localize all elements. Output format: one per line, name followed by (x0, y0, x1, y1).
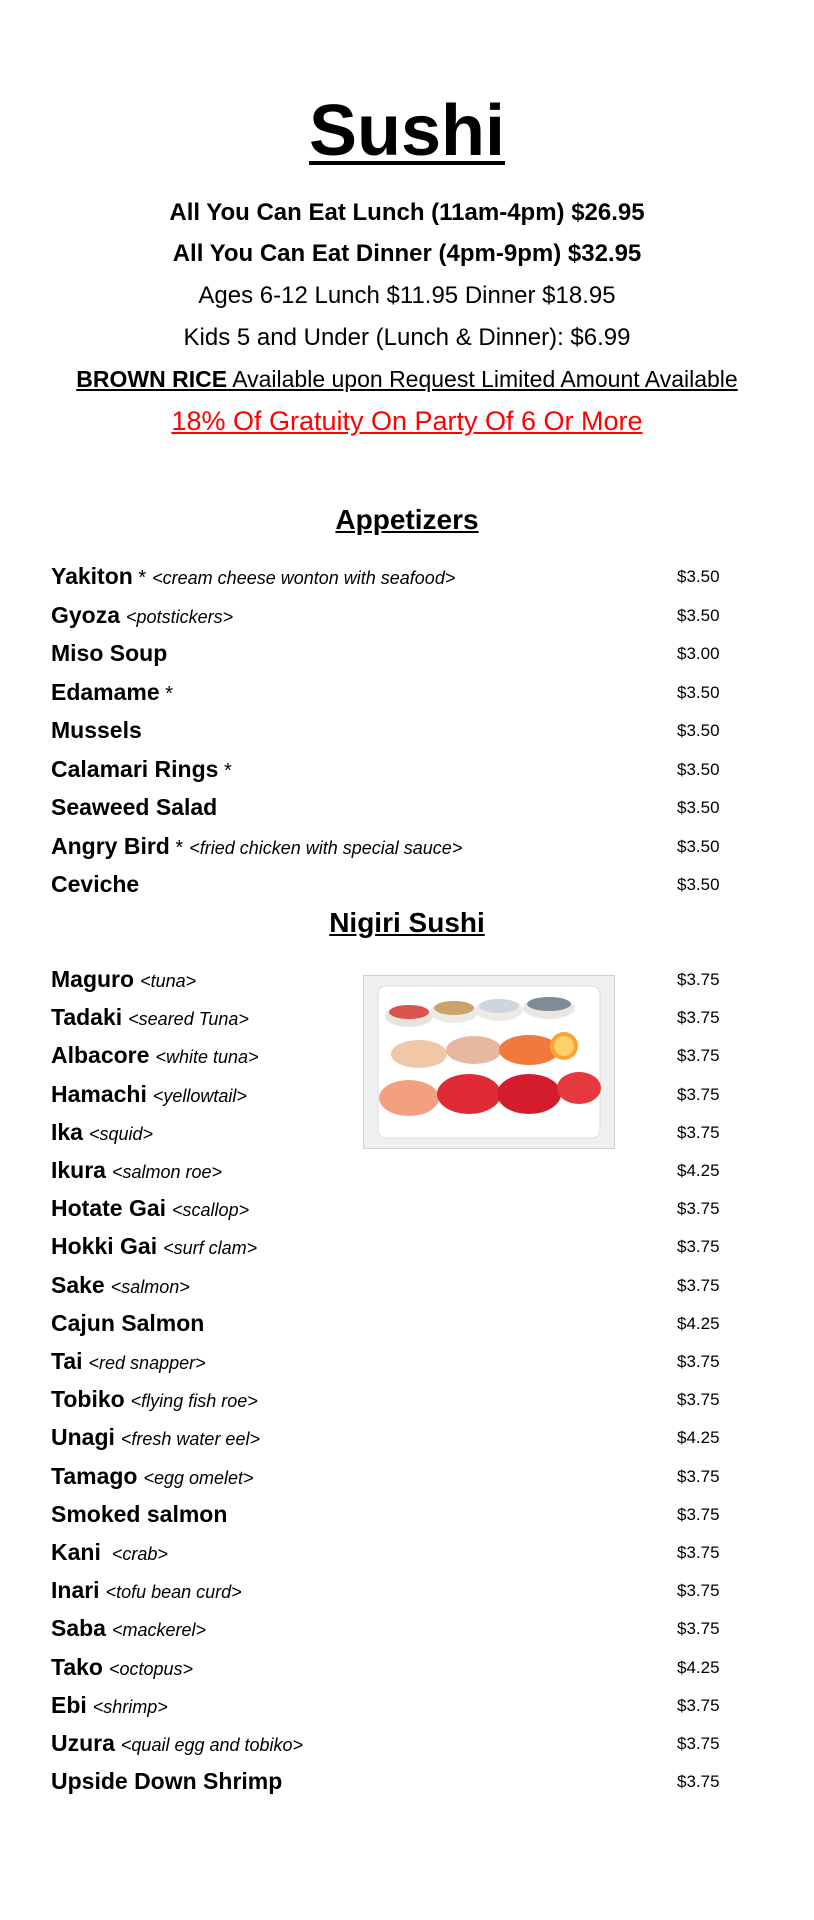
brown-rice-label: BROWN RICE (76, 366, 228, 392)
nigiri-item (51, 1725, 751, 1761)
appetizer-item-price: $3.50 (677, 875, 720, 894)
nigiri-item-description: <tofu bean curd> (105, 1582, 242, 1603)
appetizer-item-price: $3.50 (677, 721, 720, 740)
nigiri-item-price: $3.75 (677, 1543, 720, 1562)
nigiri-item-price: $3.75 (677, 1352, 720, 1371)
appetizer-item-name: Angry Bird (51, 832, 170, 859)
appetizer-item-name: Mussels (51, 717, 142, 743)
appetizer-item (51, 597, 751, 633)
nigiri-item-description: <octopus> (108, 1658, 194, 1679)
nigiri-item-price: $3.75 (677, 1504, 720, 1524)
nigiri-item-name: Unagi (51, 1424, 115, 1451)
brown-rice-note (0, 364, 814, 394)
nigiri-item-name: Tai (51, 1348, 83, 1374)
section-title-nigiri: Nigiri Sushi (329, 907, 485, 938)
appetizer-item-star: * (218, 759, 232, 782)
appetizer-item (51, 828, 751, 864)
nigiri-item-name: Kani (51, 1539, 101, 1565)
nigiri-item-name: Hokki Gai (51, 1233, 158, 1260)
appetizer-item-price: $3.00 (677, 644, 720, 663)
nigiri-item-price: $3.75 (677, 970, 720, 989)
nigiri-item-description: <yellowtail> (152, 1085, 247, 1106)
kids-price-line: Kids 5 and Under (Lunch & Dinner): $6.99 (183, 324, 631, 351)
nigiri-item-name: Smoked salmon (51, 1500, 228, 1527)
nigiri-item (51, 1496, 751, 1532)
nigiri-item-name: Upside Down Shrimp (51, 1768, 283, 1795)
appetizer-item (51, 558, 751, 594)
nigiri-item-name: Ikura (51, 1157, 106, 1183)
nigiri-item-price: $3.75 (677, 1046, 720, 1066)
nigiri-item (51, 1649, 751, 1685)
appetizer-item (51, 789, 751, 825)
nigiri-item-description: <scallop> (172, 1200, 250, 1221)
nigiri-item-name: Uzura (51, 1730, 115, 1756)
nigiri-item-name: Ika (51, 1118, 83, 1145)
nigiri-item-price: $3.75 (677, 1237, 720, 1257)
appetizer-item-star: * (159, 682, 174, 705)
ages-price-line: Ages 6-12 Lunch $11.95 Dinner $18.95 (198, 282, 616, 309)
nigiri-item-description: <seared Tuna> (128, 1009, 249, 1030)
nigiri-item-price: $3.75 (677, 1275, 720, 1295)
nigiri-item-price: $4.25 (677, 1161, 720, 1180)
brown-rice-text: Available upon Request Limited Amount Available (227, 366, 738, 392)
nigiri-item-price: $3.75 (677, 1695, 720, 1715)
appetizer-item-price: $3.50 (677, 567, 720, 586)
appetizer-item (51, 866, 751, 902)
nigiri-item (51, 1687, 751, 1723)
appetizer-item-name: Calamari Rings (51, 755, 219, 782)
nigiri-item-description: <white tuna> (155, 1047, 259, 1068)
appetizer-item-description: <fried chicken with special sauce> (189, 837, 463, 858)
nigiri-item-description: <fresh water eel> (120, 1429, 260, 1450)
nigiri-item (51, 1572, 751, 1608)
nigiri-item-name: Hamachi (51, 1080, 147, 1107)
lunch-price-line: All You Can Eat Lunch (11am-4pm) $26.95 (169, 199, 645, 226)
appetizer-item-description: <potstickers> (126, 606, 234, 627)
nigiri-item-name: Sake (51, 1271, 105, 1298)
nigiri-item-description: <surf clam> (163, 1238, 258, 1259)
nigiri-item-price: $3.75 (677, 1581, 720, 1601)
nigiri-item-description: <red snapper> (88, 1353, 206, 1373)
dinner-price-line: All You Can Eat Dinner (4pm-9pm) $32.95 (172, 240, 642, 267)
nigiri-item-price: $4.25 (677, 1428, 720, 1448)
nigiri-item-description: <crab> (106, 1544, 168, 1564)
nigiri-item-name: Cajun Salmon (51, 1309, 205, 1336)
appetizer-item-name: Miso Soup (51, 640, 168, 666)
nigiri-item (51, 1114, 751, 1150)
nigiri-item-description: <egg omelet> (143, 1467, 254, 1488)
nigiri-item-description: <mackerel> (111, 1620, 207, 1641)
appetizer-item (51, 712, 751, 748)
appetizer-item-price: $3.50 (677, 682, 720, 702)
appetizer-item-star: * (169, 836, 184, 859)
nigiri-item-name: Ebi (51, 1691, 87, 1718)
appetizer-item-price: $3.50 (677, 605, 720, 625)
nigiri-item-description: <squid> (88, 1123, 154, 1144)
appetizer-item-description: <cream cheese wonton with seafood> (152, 568, 456, 588)
nigiri-item (51, 1267, 751, 1303)
nigiri-item (51, 1763, 751, 1799)
appetizer-item (51, 674, 751, 710)
section-title-appetizers: Appetizers (335, 504, 479, 535)
appetizer-item-price: $3.50 (677, 759, 720, 779)
appetizer-item-name: Ceviche (51, 871, 140, 897)
nigiri-item (51, 1610, 751, 1646)
nigiri-item (51, 1190, 751, 1226)
nigiri-item-name: Hotate Gai (51, 1195, 167, 1222)
nigiri-item-name: Saba (51, 1615, 106, 1642)
nigiri-item-price: $3.75 (677, 1199, 720, 1219)
nigiri-item-description: <shrimp> (92, 1696, 168, 1717)
appetizer-item (51, 635, 751, 671)
nigiri-item-price: $3.75 (677, 1084, 720, 1104)
nigiri-item-name: Tamago (51, 1462, 138, 1489)
nigiri-item (51, 999, 751, 1035)
nigiri-item-price: $3.75 (677, 1008, 720, 1028)
appetizer-item-price: $3.50 (677, 798, 720, 817)
nigiri-item-price: $3.75 (677, 1122, 720, 1142)
nigiri-item-name: Inari (51, 1577, 100, 1604)
nigiri-item (51, 1037, 751, 1073)
nigiri-item-price: $3.75 (677, 1466, 720, 1486)
appetizer-item-star: * (132, 567, 147, 589)
nigiri-item (51, 1534, 751, 1570)
nigiri-item-name: Tadaki (51, 1004, 123, 1031)
page-title: Sushi (308, 91, 506, 171)
nigiri-item (51, 1152, 751, 1188)
nigiri-item (51, 1076, 751, 1112)
nigiri-item-price: $3.75 (677, 1772, 720, 1792)
nigiri-item (51, 1305, 751, 1341)
nigiri-item-name: Tako (51, 1653, 103, 1680)
nigiri-item (51, 961, 751, 997)
nigiri-item (51, 1419, 751, 1455)
nigiri-item-price: $4.25 (677, 1313, 720, 1333)
nigiri-item-price: $3.75 (677, 1734, 720, 1753)
nigiri-item-name: Tobiko (51, 1386, 125, 1413)
nigiri-item-name: Maguro (51, 966, 135, 992)
appetizer-item-price: $3.50 (677, 836, 720, 856)
nigiri-item-price: $4.25 (677, 1657, 720, 1677)
nigiri-item-description: <quail egg and tobiko> (120, 1735, 304, 1755)
appetizer-item (51, 751, 751, 787)
appetizer-item-name: Gyoza (51, 601, 121, 628)
appetizer-item-name: Edamame (51, 678, 160, 705)
nigiri-item (51, 1343, 751, 1379)
nigiri-item (51, 1458, 751, 1494)
gratuity-note: 18% Of Gratuity On Party Of 6 Or More (171, 406, 643, 436)
nigiri-item (51, 1228, 751, 1264)
nigiri-item-name: Albacore (51, 1042, 150, 1069)
nigiri-item-description: <tuna> (140, 971, 197, 991)
nigiri-item-description: <salmon> (110, 1276, 190, 1297)
nigiri-item-price: $3.75 (677, 1390, 720, 1410)
nigiri-item-price: $3.75 (677, 1619, 720, 1639)
nigiri-item (51, 1381, 751, 1417)
nigiri-item-description: <salmon roe> (111, 1162, 223, 1182)
appetizer-item-name: Yakiton (51, 563, 133, 589)
appetizer-item-name: Seaweed Salad (51, 794, 218, 820)
nigiri-item-description: <flying fish roe> (130, 1391, 258, 1412)
